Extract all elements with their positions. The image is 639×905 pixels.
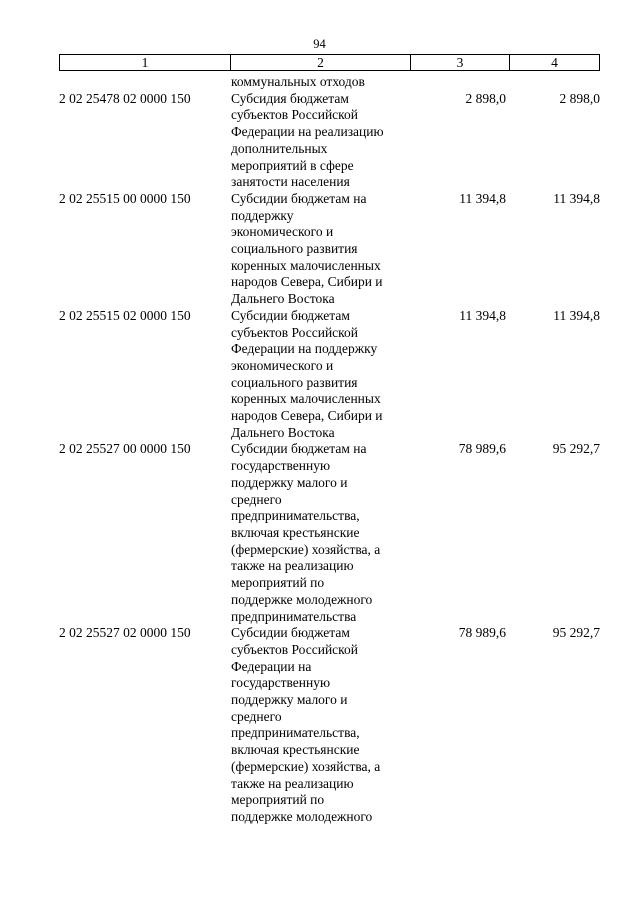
budget-code-cell <box>59 74 230 91</box>
income-name-line: субъектов Российской <box>231 107 359 123</box>
income-name-line: среднего <box>231 708 282 724</box>
income-name-line: Дальнего Востока <box>231 424 335 440</box>
income-name-line: поддержку малого и <box>231 692 348 708</box>
income-name-line: занятости населения <box>231 174 350 190</box>
budget-code-cell: 2 02 25527 00 0000 150 <box>59 441 191 457</box>
amount-col4-cell: 95 292,7 <box>552 625 600 641</box>
budget-code-cell: 2 02 25527 02 0000 150 <box>59 625 191 641</box>
income-name-line: включая крестьянские <box>231 524 360 540</box>
column-number-1: 1 <box>60 55 231 70</box>
income-name-line: народов Севера, Сибири и <box>231 274 383 290</box>
income-name-line: Федерации на <box>231 658 312 674</box>
income-name-cell <box>230 191 410 308</box>
income-name-line: дополнительных <box>231 140 328 156</box>
income-name-line: мероприятий по <box>231 792 325 808</box>
amount-col4-cell: 11 394,8 <box>553 190 600 206</box>
amount-col3-cell: 11 394,8 <box>459 190 506 206</box>
budget-code-cell: 2 02 25478 02 0000 150 <box>59 90 191 106</box>
income-name-line: предпринимательства, <box>231 508 360 524</box>
amount-col3-cell: 78 989,6 <box>458 625 506 641</box>
income-name-line: Федерации на реализацию <box>231 124 384 140</box>
amount-col4-cell <box>509 74 600 91</box>
income-name-line: Субсидии бюджетам <box>231 625 350 641</box>
income-name-line: государственную <box>231 458 331 474</box>
income-name-line: Субсидии бюджетам на <box>231 441 367 457</box>
table-row <box>59 308 600 442</box>
income-name-line: поддержку малого и <box>231 474 348 490</box>
income-name-line: также на реализацию <box>231 775 354 791</box>
column-number-2: 2 <box>231 55 411 70</box>
amount-col3-cell: 2 898,0 <box>465 90 506 106</box>
income-name-line: коренных малочисленных <box>231 391 381 407</box>
income-name-cell <box>230 74 410 91</box>
table-column-header <box>59 54 600 71</box>
amount-col4-cell: 11 394,8 <box>553 307 600 323</box>
amount-col3-cell: 78 989,6 <box>458 441 506 457</box>
income-name-line: поддержке молодежного <box>231 808 373 824</box>
income-name-line: социального развития <box>231 374 358 390</box>
page-number: 94 <box>313 37 326 51</box>
income-name-line: социального развития <box>231 241 358 257</box>
income-name-line: предпринимательства, <box>231 725 360 741</box>
amount-col4-cell: 95 292,7 <box>552 441 600 457</box>
income-name-line: включая крестьянские <box>231 742 360 758</box>
income-name-line: поддержке молодежного <box>231 591 373 607</box>
income-name-line: государственную <box>231 675 331 691</box>
income-name-line: субъектов Российской <box>231 641 359 657</box>
budget-code-cell: 2 02 25515 02 0000 150 <box>59 307 191 323</box>
income-name-line: поддержку <box>231 207 294 223</box>
column-number-4: 4 <box>551 55 558 70</box>
income-name-line: также на реализацию <box>231 558 354 574</box>
income-name-line: коммунальных отходов <box>231 74 365 89</box>
income-name-cell <box>230 441 410 625</box>
income-name-line: (фермерские) хозяйства, а <box>231 758 381 774</box>
column-number-3: 3 <box>411 55 510 70</box>
table-row <box>59 441 600 625</box>
income-name-line: предпринимательства <box>231 608 357 624</box>
table-row <box>59 191 600 308</box>
budget-code-cell: 2 02 25515 00 0000 150 <box>59 190 191 206</box>
amount-col3-cell <box>410 74 509 91</box>
income-name-line: Дальнего Востока <box>231 291 335 307</box>
table-row <box>59 625 600 825</box>
income-name-line: народов Севера, Сибири и <box>231 408 383 424</box>
income-name-line: экономического и <box>231 357 334 373</box>
income-name-cell <box>230 308 410 442</box>
income-name-line: мероприятий по <box>231 575 325 591</box>
amount-col4-cell: 2 898,0 <box>559 90 600 106</box>
income-name-line: (фермерские) хозяйства, а <box>231 541 381 557</box>
table-body <box>59 74 600 826</box>
income-name-line: Субсидия бюджетам <box>231 90 349 106</box>
income-name-line: Федерации на поддержку <box>231 341 378 357</box>
income-name-line: Субсидии бюджетам на <box>231 190 367 206</box>
income-name-line: Субсидии бюджетам <box>231 307 350 323</box>
income-name-line: коренных малочисленных <box>231 257 381 273</box>
table-row <box>59 74 600 91</box>
income-name-cell <box>230 91 410 191</box>
income-name-line: субъектов Российской <box>231 324 359 340</box>
income-name-line: экономического и <box>231 224 334 240</box>
income-name-line: среднего <box>231 491 282 507</box>
income-name-line: мероприятий в сфере <box>231 157 354 173</box>
income-name-cell <box>230 625 410 825</box>
amount-col3-cell: 11 394,8 <box>459 307 506 323</box>
table-row <box>59 91 600 191</box>
